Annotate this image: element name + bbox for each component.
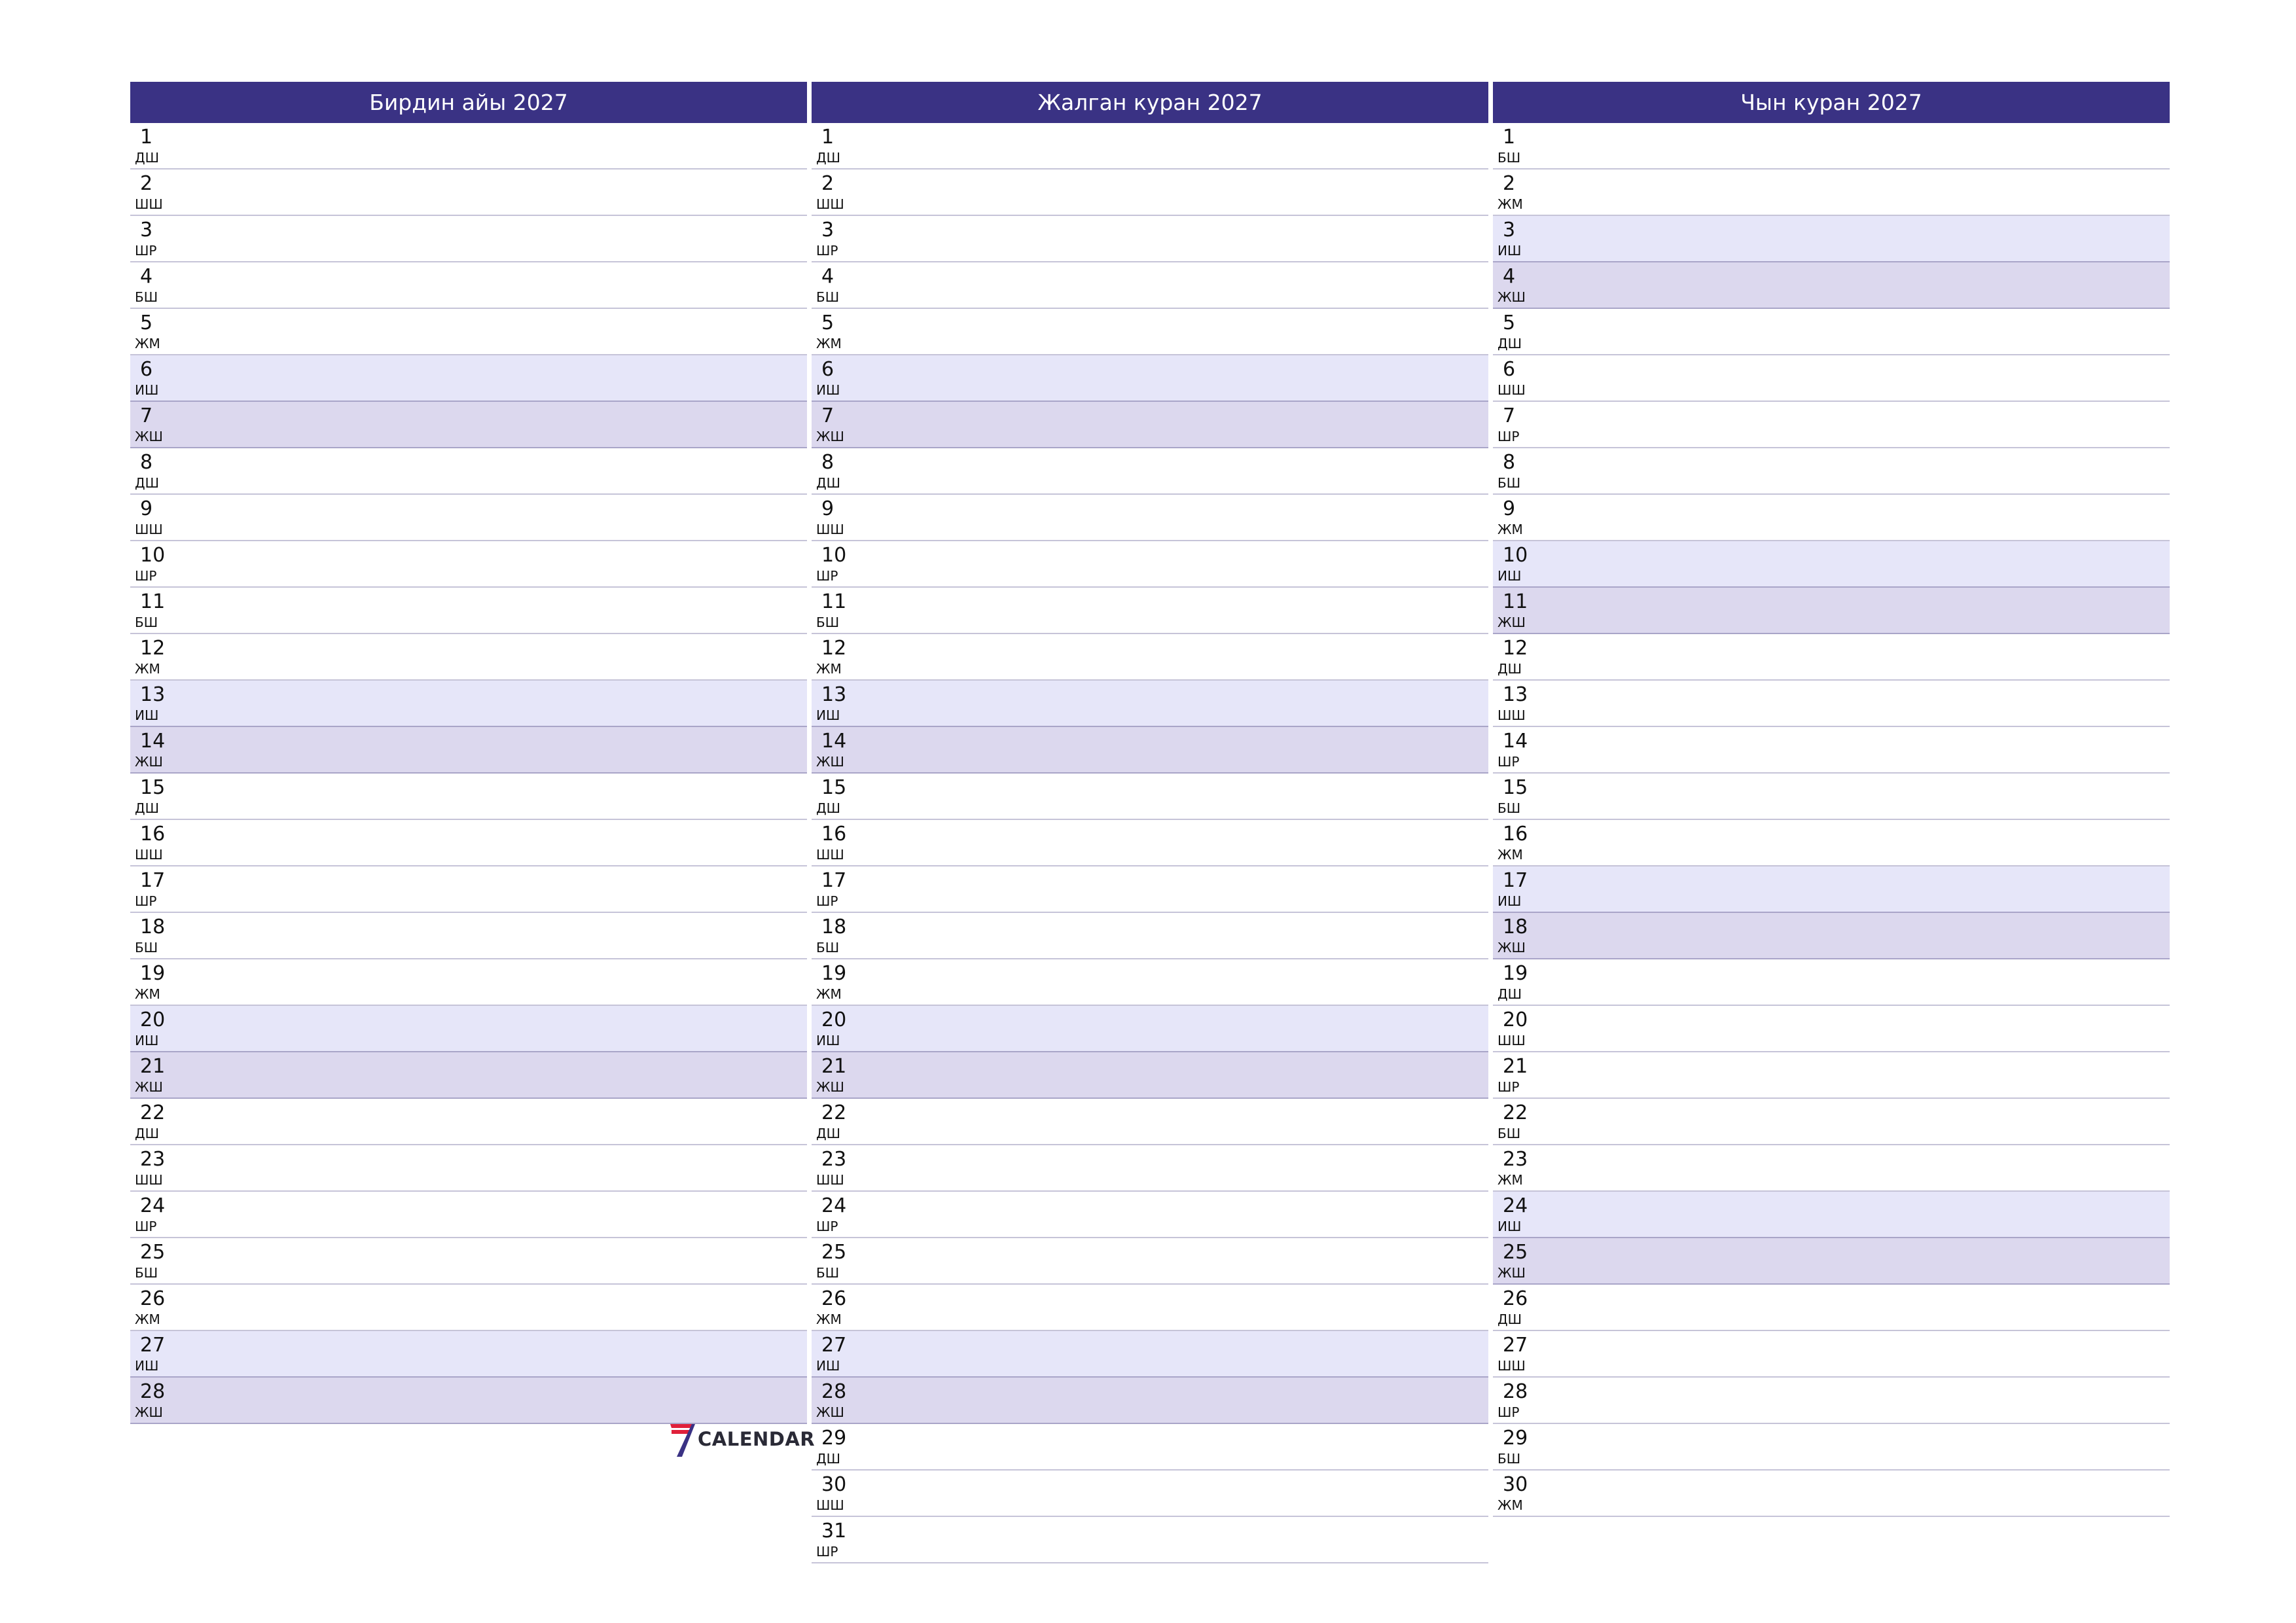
- day-row[interactable]: [130, 262, 807, 309]
- day-number: 5: [821, 312, 834, 334]
- day-row[interactable]: [130, 727, 807, 774]
- weekday-label: ШШ: [1498, 382, 1526, 398]
- weekday-label: БШ: [816, 289, 840, 305]
- weekday-label: ШШ: [816, 522, 844, 537]
- day-row[interactable]: [812, 169, 1488, 216]
- weekday-label: ДШ: [816, 150, 841, 166]
- day-number: 18: [821, 916, 847, 938]
- weekday-label: ЖШ: [816, 1079, 844, 1095]
- day-row[interactable]: [1493, 1424, 2170, 1471]
- day-row[interactable]: [812, 448, 1488, 495]
- day-row[interactable]: [1493, 541, 2170, 588]
- day-number: 3: [140, 219, 153, 241]
- weekday-label: ЖШ: [135, 1404, 163, 1420]
- day-row[interactable]: [130, 1331, 807, 1378]
- day-number: 24: [140, 1194, 166, 1217]
- weekday-label: ЖМ: [135, 661, 160, 677]
- day-number: 16: [140, 823, 166, 846]
- day-row[interactable]: [1493, 634, 2170, 681]
- weekday-label: БШ: [1498, 150, 1521, 166]
- logo-text: CALENDAR: [698, 1428, 816, 1450]
- day-number: 17: [1503, 869, 1528, 892]
- weekday-label: ЖШ: [135, 1079, 163, 1095]
- day-row[interactable]: [130, 959, 807, 1006]
- day-row[interactable]: [130, 774, 807, 820]
- day-number: 26: [140, 1287, 166, 1310]
- weekday-label: ИШ: [816, 707, 840, 723]
- weekday-label: ШШ: [816, 1497, 844, 1513]
- brand-logo: [668, 1420, 816, 1459]
- day-row[interactable]: [1493, 448, 2170, 495]
- day-number: 1: [1503, 126, 1516, 149]
- weekday-label: ЖШ: [135, 754, 163, 770]
- weekday-label: ИШ: [816, 1358, 840, 1374]
- weekday-label: ДШ: [1498, 661, 1522, 677]
- day-row[interactable]: [812, 1471, 1488, 1517]
- month-column: [812, 82, 1488, 1563]
- day-row[interactable]: [1493, 1471, 2170, 1517]
- month-column: [130, 82, 807, 1424]
- weekday-label: ШШ: [816, 847, 844, 863]
- weekday-label: ШР: [816, 243, 838, 259]
- day-number: 8: [821, 451, 834, 474]
- day-row[interactable]: [812, 1517, 1488, 1563]
- day-number: 20: [821, 1008, 847, 1031]
- day-number: 2: [140, 172, 153, 195]
- day-number: 6: [821, 358, 834, 381]
- day-row[interactable]: [1493, 1285, 2170, 1331]
- day-row[interactable]: [812, 634, 1488, 681]
- weekday-label: ЖШ: [816, 429, 844, 444]
- weekday-label: ИШ: [1498, 243, 1522, 259]
- day-number: 21: [140, 1055, 166, 1078]
- month-title: Чын куран 2027: [1493, 82, 2170, 123]
- day-number: 17: [821, 869, 847, 892]
- day-number: 27: [1503, 1334, 1528, 1357]
- day-number: 25: [1503, 1241, 1528, 1264]
- day-row[interactable]: [130, 216, 807, 262]
- day-row[interactable]: [1493, 913, 2170, 959]
- weekday-label: ЖМ: [1498, 522, 1523, 537]
- day-number: 14: [1503, 730, 1528, 753]
- day-number: 19: [1503, 962, 1528, 985]
- day-number: 16: [1503, 823, 1528, 846]
- day-row[interactable]: [812, 309, 1488, 355]
- day-number: 21: [821, 1055, 847, 1078]
- day-number: 17: [140, 869, 166, 892]
- day-row[interactable]: [1493, 402, 2170, 448]
- day-row[interactable]: [812, 774, 1488, 820]
- day-row[interactable]: [812, 1006, 1488, 1052]
- weekday-label: ДШ: [816, 800, 841, 816]
- day-row[interactable]: [130, 123, 807, 169]
- day-number: 4: [821, 265, 834, 288]
- day-number: 19: [140, 962, 166, 985]
- weekday-label: ИШ: [1498, 1219, 1522, 1234]
- weekday-label: БШ: [135, 940, 158, 955]
- day-number: 10: [1503, 544, 1528, 567]
- weekday-label: ДШ: [135, 800, 160, 816]
- weekday-label: ДШ: [816, 1126, 841, 1141]
- day-number: 13: [1503, 683, 1528, 706]
- day-number: 29: [1503, 1427, 1528, 1450]
- day-row[interactable]: [1493, 1006, 2170, 1052]
- weekday-label: ЖМ: [816, 336, 842, 351]
- day-number: 11: [1503, 590, 1528, 613]
- day-row[interactable]: [130, 495, 807, 541]
- weekday-label: ДШ: [816, 475, 841, 491]
- day-number: 9: [140, 497, 153, 520]
- day-number: 12: [140, 637, 166, 660]
- weekday-label: ШР: [816, 568, 838, 584]
- day-number: 11: [821, 590, 847, 613]
- day-row[interactable]: [130, 1285, 807, 1331]
- weekday-label: БШ: [816, 1265, 840, 1281]
- day-number: 12: [1503, 637, 1528, 660]
- day-row[interactable]: [1493, 1052, 2170, 1099]
- day-row[interactable]: [130, 1378, 807, 1424]
- day-number: 27: [821, 1334, 847, 1357]
- weekday-label: ШР: [1498, 1404, 1520, 1420]
- day-number: 3: [1503, 219, 1516, 241]
- day-row[interactable]: [130, 1192, 807, 1238]
- weekday-label: ИШ: [135, 707, 159, 723]
- day-number: 6: [140, 358, 153, 381]
- weekday-label: ИШ: [135, 382, 159, 398]
- day-row[interactable]: [812, 1238, 1488, 1285]
- weekday-label: БШ: [816, 940, 840, 955]
- day-row[interactable]: [1493, 588, 2170, 634]
- day-row[interactable]: [1493, 355, 2170, 402]
- weekday-label: ШР: [135, 243, 157, 259]
- day-number: 23: [821, 1148, 847, 1171]
- weekday-label: ШШ: [816, 196, 844, 212]
- weekday-label: ШШ: [135, 522, 163, 537]
- day-number: 28: [1503, 1380, 1528, 1403]
- weekday-label: ЖМ: [1498, 847, 1523, 863]
- day-row[interactable]: [812, 402, 1488, 448]
- day-row[interactable]: [130, 448, 807, 495]
- weekday-label: ЖШ: [1498, 289, 1526, 305]
- day-row[interactable]: [130, 402, 807, 448]
- weekday-label: ИШ: [1498, 893, 1522, 909]
- weekday-label: ШР: [1498, 754, 1520, 770]
- day-number: 13: [821, 683, 847, 706]
- day-row[interactable]: [1493, 216, 2170, 262]
- day-row[interactable]: [130, 634, 807, 681]
- weekday-label: БШ: [1498, 800, 1521, 816]
- day-number: 20: [1503, 1008, 1528, 1031]
- day-row[interactable]: [1493, 820, 2170, 866]
- day-row[interactable]: [812, 913, 1488, 959]
- day-row[interactable]: [1493, 262, 2170, 309]
- weekday-label: ШР: [816, 1544, 838, 1560]
- month-column: [1493, 82, 2170, 1517]
- day-number: 2: [1503, 172, 1516, 195]
- day-number: 22: [140, 1101, 166, 1124]
- weekday-label: ИШ: [135, 1033, 159, 1048]
- weekday-label: ЖМ: [1498, 1497, 1523, 1513]
- day-row[interactable]: [1493, 1378, 2170, 1424]
- day-number: 25: [821, 1241, 847, 1264]
- weekday-label: ШШ: [1498, 1358, 1526, 1374]
- day-number: 19: [821, 962, 847, 985]
- weekday-label: БШ: [135, 615, 158, 630]
- seven-logo-icon: [668, 1421, 696, 1458]
- day-row[interactable]: [812, 727, 1488, 774]
- day-row[interactable]: [812, 820, 1488, 866]
- day-number: 2: [821, 172, 834, 195]
- day-row[interactable]: [130, 820, 807, 866]
- weekday-label: ШР: [1498, 429, 1520, 444]
- day-number: 8: [1503, 451, 1516, 474]
- day-row[interactable]: [812, 1145, 1488, 1192]
- weekday-label: ШШ: [135, 847, 163, 863]
- weekday-label: БШ: [135, 289, 158, 305]
- weekday-label: ДШ: [1498, 1311, 1522, 1327]
- weekday-label: БШ: [816, 615, 840, 630]
- weekday-label: ИШ: [1498, 568, 1522, 584]
- day-row[interactable]: [130, 355, 807, 402]
- weekday-label: ЖШ: [1498, 940, 1526, 955]
- day-number: 21: [1503, 1055, 1528, 1078]
- weekday-label: БШ: [1498, 475, 1521, 491]
- day-row[interactable]: [1493, 727, 2170, 774]
- weekday-label: ЖШ: [816, 1404, 844, 1420]
- day-row[interactable]: [1493, 123, 2170, 169]
- day-row[interactable]: [1493, 774, 2170, 820]
- day-number: 23: [1503, 1148, 1528, 1171]
- month-title: Бирдин айы 2027: [130, 82, 807, 123]
- weekday-label: ШР: [135, 893, 157, 909]
- weekday-label: БШ: [1498, 1126, 1521, 1141]
- day-row[interactable]: [130, 309, 807, 355]
- day-number: 1: [140, 126, 153, 149]
- day-row[interactable]: [812, 1192, 1488, 1238]
- day-row[interactable]: [130, 866, 807, 913]
- day-number: 24: [1503, 1194, 1528, 1217]
- day-number: 14: [140, 730, 166, 753]
- weekday-label: ШШ: [135, 196, 163, 212]
- weekday-label: ИШ: [816, 382, 840, 398]
- day-row[interactable]: [1493, 866, 2170, 913]
- day-row[interactable]: [130, 169, 807, 216]
- day-number: 29: [821, 1427, 847, 1450]
- weekday-label: ШР: [135, 1219, 157, 1234]
- day-row[interactable]: [1493, 309, 2170, 355]
- day-number: 16: [821, 823, 847, 846]
- day-row[interactable]: [812, 216, 1488, 262]
- day-row[interactable]: [1493, 681, 2170, 727]
- day-row[interactable]: [130, 1052, 807, 1099]
- day-row[interactable]: [1493, 169, 2170, 216]
- day-number: 30: [1503, 1473, 1528, 1496]
- weekday-label: ЖМ: [135, 986, 160, 1002]
- day-row[interactable]: [812, 866, 1488, 913]
- day-row[interactable]: [1493, 495, 2170, 541]
- day-number: 8: [140, 451, 153, 474]
- weekday-label: ЖМ: [1498, 1172, 1523, 1188]
- day-number: 22: [821, 1101, 847, 1124]
- day-row[interactable]: [130, 588, 807, 634]
- weekday-label: ЖМ: [816, 986, 842, 1002]
- weekday-label: ДШ: [135, 150, 160, 166]
- day-number: 30: [821, 1473, 847, 1496]
- day-number: 22: [1503, 1101, 1528, 1124]
- weekday-label: ДШ: [1498, 336, 1522, 351]
- day-number: 15: [1503, 776, 1528, 799]
- day-number: 9: [1503, 497, 1516, 520]
- day-row[interactable]: [130, 913, 807, 959]
- day-number: 31: [821, 1520, 847, 1543]
- day-number: 5: [140, 312, 153, 334]
- day-number: 26: [821, 1287, 847, 1310]
- day-row[interactable]: [812, 123, 1488, 169]
- weekday-label: ДШ: [1498, 986, 1522, 1002]
- day-row[interactable]: [1493, 1331, 2170, 1378]
- weekday-label: ЖШ: [1498, 615, 1526, 630]
- day-number: 14: [821, 730, 847, 753]
- day-number: 5: [1503, 312, 1516, 334]
- day-number: 15: [821, 776, 847, 799]
- day-row[interactable]: [812, 959, 1488, 1006]
- day-row[interactable]: [130, 541, 807, 588]
- weekday-label: ЖШ: [135, 429, 163, 444]
- day-number: 15: [140, 776, 166, 799]
- day-number: 11: [140, 590, 166, 613]
- day-row[interactable]: [130, 1006, 807, 1052]
- weekday-label: ЖШ: [1498, 1265, 1526, 1281]
- day-number: 9: [821, 497, 834, 520]
- day-row[interactable]: [1493, 1099, 2170, 1145]
- day-number: 7: [1503, 404, 1516, 427]
- day-number: 7: [140, 404, 153, 427]
- day-row[interactable]: [812, 1424, 1488, 1471]
- day-row[interactable]: [130, 1099, 807, 1145]
- day-number: 26: [1503, 1287, 1528, 1310]
- weekday-label: ДШ: [135, 475, 160, 491]
- weekday-label: ШР: [816, 1219, 838, 1234]
- weekday-label: ИШ: [816, 1033, 840, 1048]
- day-number: 28: [140, 1380, 166, 1403]
- day-number: 1: [821, 126, 834, 149]
- day-row[interactable]: [812, 541, 1488, 588]
- day-row[interactable]: [812, 1331, 1488, 1378]
- day-number: 18: [140, 916, 166, 938]
- weekday-label: ЖМ: [816, 1311, 842, 1327]
- day-row[interactable]: [812, 1099, 1488, 1145]
- weekday-label: ДШ: [135, 1126, 160, 1141]
- day-row[interactable]: [812, 681, 1488, 727]
- weekday-label: ЖМ: [1498, 196, 1523, 212]
- day-number: 6: [1503, 358, 1516, 381]
- weekday-label: БШ: [135, 1265, 158, 1281]
- day-number: 3: [821, 219, 834, 241]
- weekday-label: ЖМ: [135, 1311, 160, 1327]
- weekday-label: ШР: [135, 568, 157, 584]
- day-row[interactable]: [812, 1285, 1488, 1331]
- weekday-label: ШШ: [816, 1172, 844, 1188]
- weekday-label: ШШ: [1498, 1033, 1526, 1048]
- day-number: 13: [140, 683, 166, 706]
- day-row[interactable]: [130, 681, 807, 727]
- day-row[interactable]: [812, 1378, 1488, 1424]
- day-row[interactable]: [1493, 1145, 2170, 1192]
- day-number: 27: [140, 1334, 166, 1357]
- day-row[interactable]: [1493, 959, 2170, 1006]
- day-number: 23: [140, 1148, 166, 1171]
- day-row[interactable]: [812, 588, 1488, 634]
- weekday-label: ЖМ: [135, 336, 160, 351]
- weekday-label: ДШ: [816, 1451, 841, 1467]
- day-row[interactable]: [812, 262, 1488, 309]
- day-row[interactable]: [130, 1145, 807, 1192]
- day-row[interactable]: [130, 1238, 807, 1285]
- day-row[interactable]: [1493, 1238, 2170, 1285]
- day-row[interactable]: [812, 1052, 1488, 1099]
- day-row[interactable]: [1493, 1192, 2170, 1238]
- day-number: 18: [1503, 916, 1528, 938]
- weekday-label: ЖМ: [816, 661, 842, 677]
- weekday-label: ШР: [816, 893, 838, 909]
- weekday-label: БШ: [1498, 1451, 1521, 1467]
- weekday-label: ИШ: [135, 1358, 159, 1374]
- day-number: 4: [1503, 265, 1516, 288]
- day-row[interactable]: [812, 355, 1488, 402]
- weekday-label: ШШ: [135, 1172, 163, 1188]
- weekday-label: ШР: [1498, 1079, 1520, 1095]
- weekday-label: ЖШ: [816, 754, 844, 770]
- day-row[interactable]: [812, 495, 1488, 541]
- day-number: 7: [821, 404, 834, 427]
- day-number: 4: [140, 265, 153, 288]
- day-number: 25: [140, 1241, 166, 1264]
- day-number: 10: [821, 544, 847, 567]
- day-number: 12: [821, 637, 847, 660]
- day-number: 10: [140, 544, 166, 567]
- day-number: 20: [140, 1008, 166, 1031]
- day-number: 28: [821, 1380, 847, 1403]
- month-title: Жалган куран 2027: [812, 82, 1488, 123]
- day-number: 24: [821, 1194, 847, 1217]
- weekday-label: ШШ: [1498, 707, 1526, 723]
